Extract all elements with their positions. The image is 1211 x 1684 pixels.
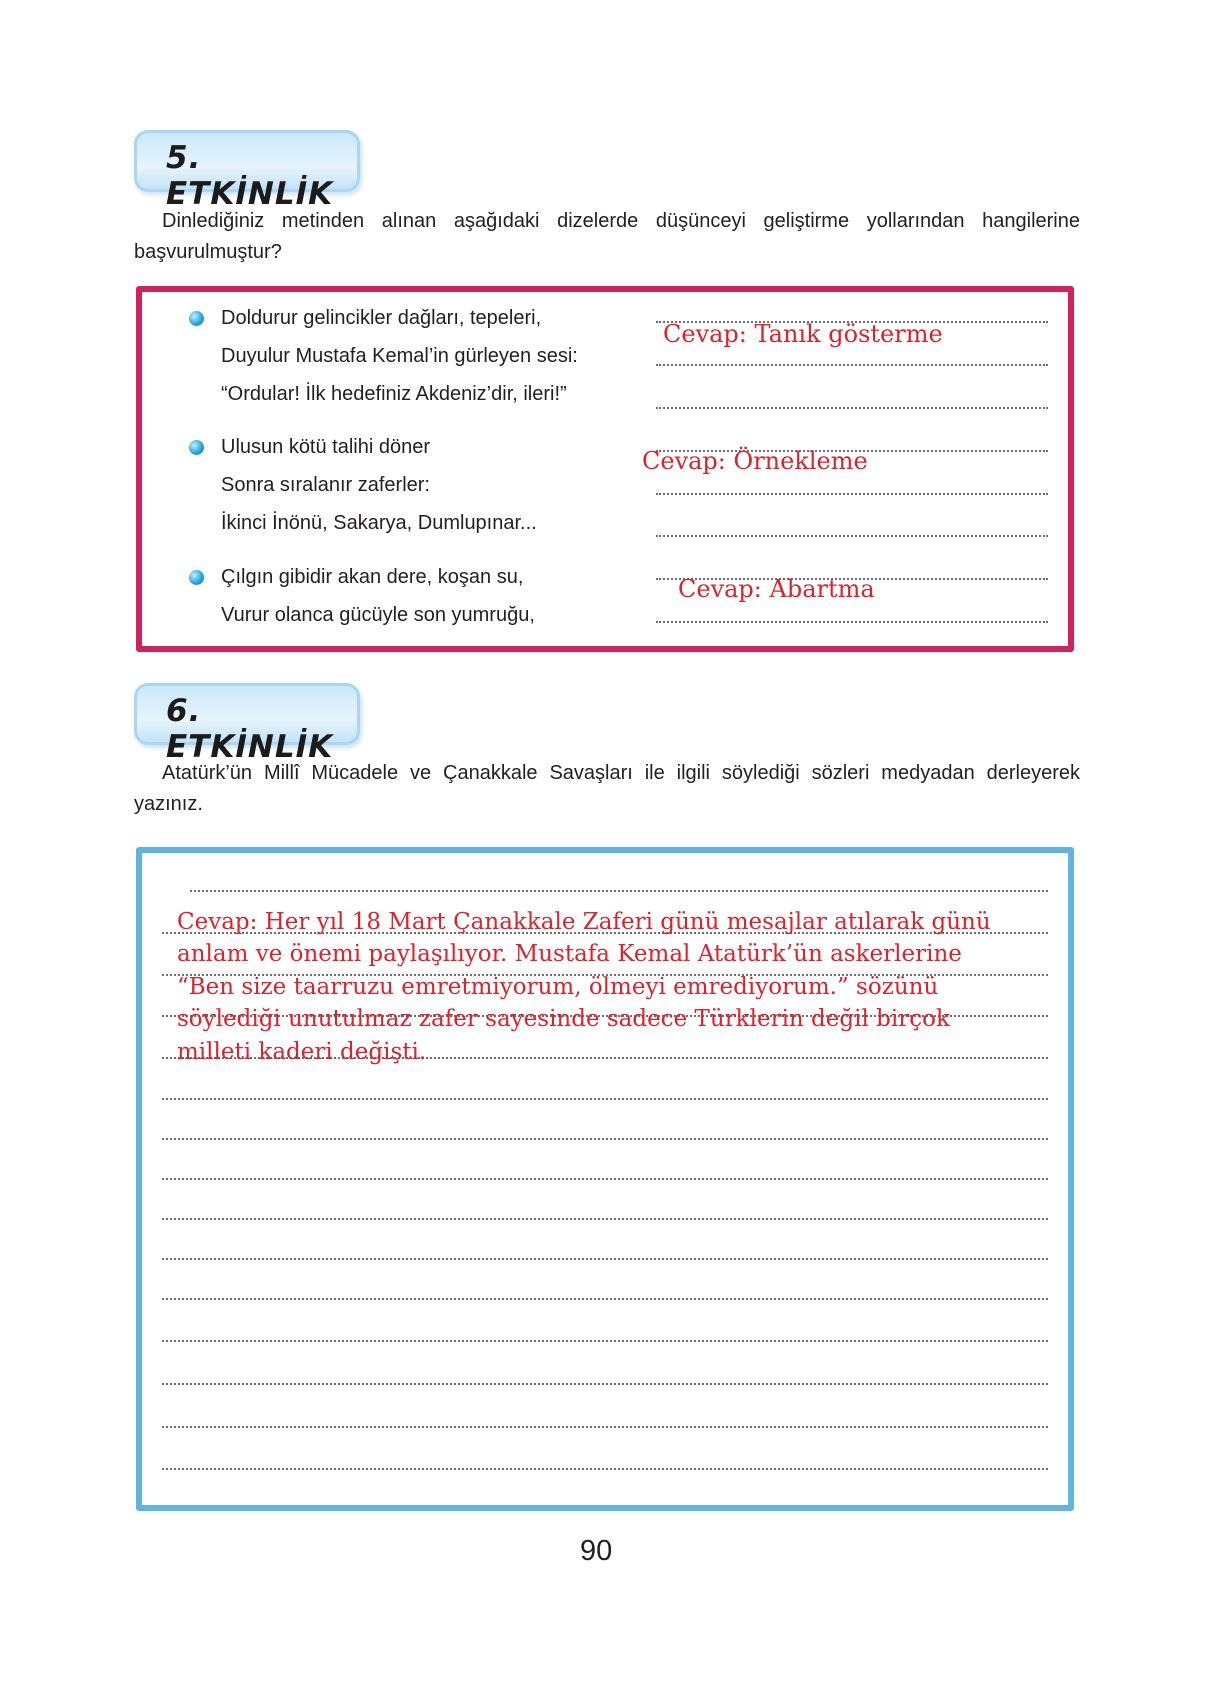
verse-3 (221, 558, 535, 634)
answer-line-text: Cevap: Her yıl 18 Mart Çanakkale Zaferi günü mesajlar atılarak günü (177, 909, 991, 935)
answer-line (656, 407, 1048, 409)
answer-line-text: milleti kaderi değişti. (177, 1038, 427, 1065)
answer-line (656, 621, 1048, 623)
writing-line (162, 1178, 1048, 1180)
verse-line: Vurur olanca gücüyle son yumruğu, (221, 604, 535, 626)
answer-2: Cevap: Örnekleme (642, 447, 868, 475)
answer-line-text: söylediği unutulmaz zafer sayesinde sadece Türklerin değil birçok (177, 1006, 950, 1033)
activity-6-instruction: Atatürk’ün Millî Mücadele ve Çanakkale Savaşları ile ilgili söylediği sözleri medyadan derleyerek yazınız. (134, 762, 1080, 815)
verse-line: İkinci İnönü, Sakarya, Dumlupınar... (221, 512, 537, 534)
writing-line (162, 1298, 1048, 1300)
verse-2 (221, 428, 537, 542)
verse-line: Çılgın gibidir akan dere, koşan su, (221, 566, 524, 588)
bullet-icon (189, 570, 204, 585)
writing-line (162, 1098, 1048, 1100)
writing-line (162, 1383, 1048, 1385)
verse-line: “Ordular! İlk hedefiniz Akdeniz’dir, ileri!” (221, 383, 567, 405)
writing-line (162, 1218, 1048, 1220)
activity-5-title: 5. ETKİNLİK (166, 140, 334, 212)
activity-6-title: 6. ETKİNLİK (166, 693, 334, 765)
writing-line (162, 1340, 1048, 1342)
writing-line (162, 1258, 1048, 1260)
answer-line (656, 535, 1048, 537)
answer-line-text: anlam ve önemi paylaşılıyor. Mustafa Kemal Atatürk’ün askerlerine (177, 941, 962, 968)
answer-1: Cevap: Tanık gösterme (663, 320, 943, 348)
verse-line: Ulusun kötü talihi döner (221, 436, 431, 458)
answer-line-text: “Ben size taarruzu emretmiyorum, ölmeyi emrediyorum.” sözünü (177, 973, 939, 1000)
writing-line (190, 890, 1048, 892)
verse-line: Doldurur gelincikler dağları, tepeleri, (221, 307, 542, 329)
writing-line (162, 1426, 1048, 1428)
bullet-icon (189, 311, 204, 326)
page-number: 90 (580, 1535, 613, 1567)
verse-line: Sonra sıralanır zaferler: (221, 474, 430, 496)
bullet-icon (189, 440, 204, 455)
verse-1 (221, 299, 578, 413)
activity-5-instruction: Dinlediğiniz metinden alınan aşağıdaki dizelerde düşünceyi geliştirme yollarından hangilerine başvurulmuştur? (134, 210, 1080, 263)
writing-line (162, 1138, 1048, 1140)
writing-line (162, 1468, 1048, 1470)
verse-line: Duyulur Mustafa Kemal’in gürleyen sesi: (221, 345, 578, 367)
answer-line (656, 364, 1048, 366)
activity-5-title-tag (134, 130, 360, 212)
activity-6-title-tag (134, 683, 360, 765)
activity-6-answer (177, 906, 991, 1068)
answer-line (656, 493, 1048, 495)
answer-3: Cevap: Abartma (678, 575, 875, 603)
